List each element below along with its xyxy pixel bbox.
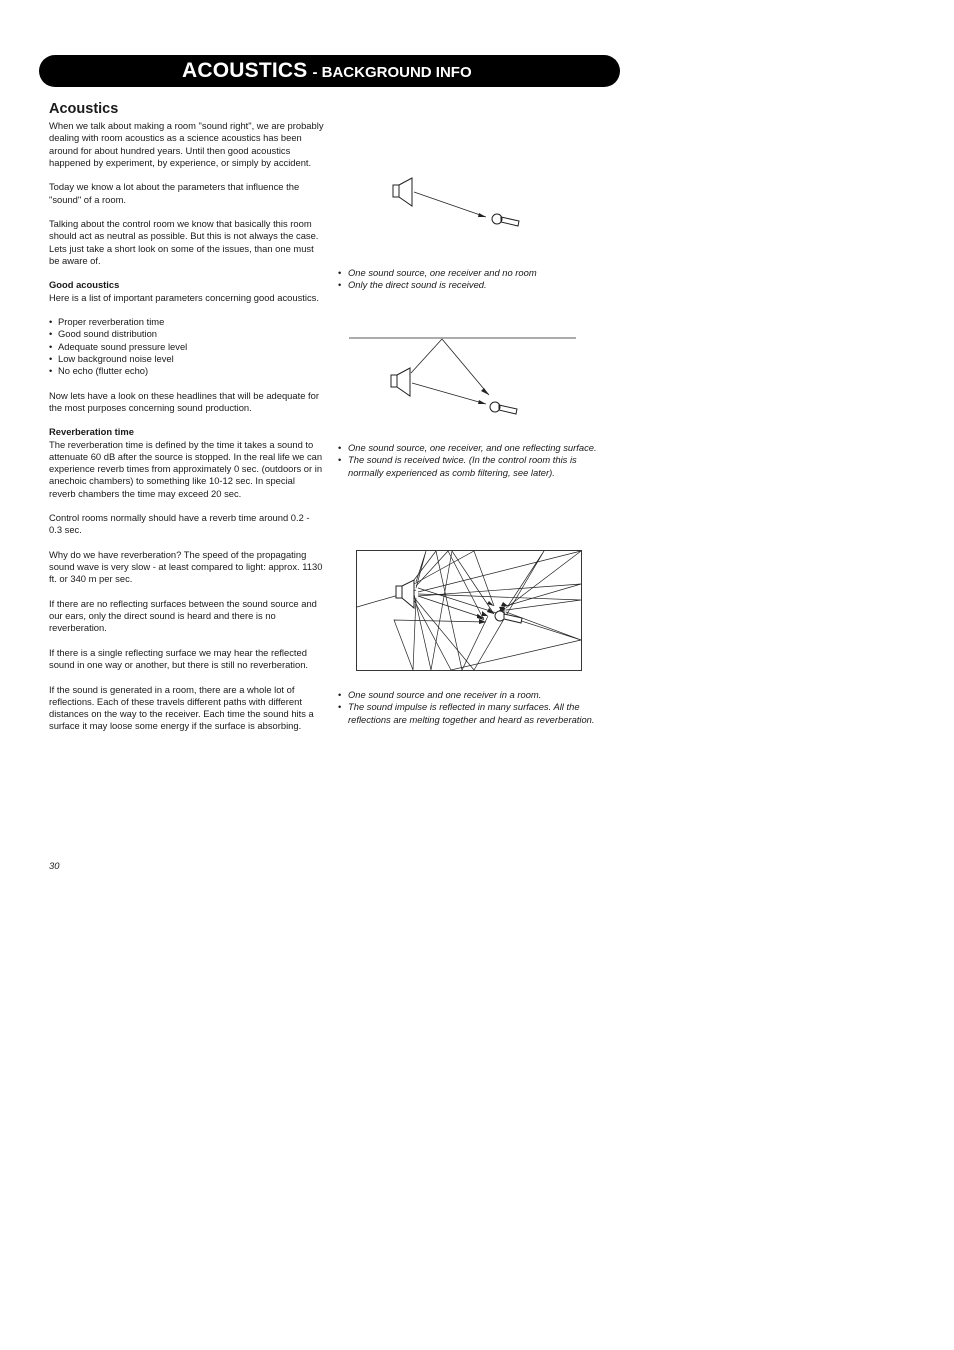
good-acoustics-outro: Now lets have a look on these headlines that will be adequate for the most purposes concerning sound production. xyxy=(49,389,319,413)
article-column xyxy=(49,100,324,745)
good-acoustics-list xyxy=(49,316,324,377)
direct-sound-ray xyxy=(412,383,486,404)
reverberation-paragraph-5: If there is a single reflecting surface we may hear the reflected sound in one way or another, but there is still no reverberation. xyxy=(49,646,309,670)
reverberation-paragraph-6: If the sound is generated in a room, there are a whole lot of reflections. Each of these travels different paths with different distances on the way to the receiver. Each time the sound hits a surface it may loose some energy if the surface is absorbing. xyxy=(49,683,314,732)
list-item: • Adequate sound pressure level xyxy=(49,341,324,353)
figure-direct-sound xyxy=(380,170,530,235)
intro-paragraph-2: Today we know a lot about the parameters that influence the "sound" of a room. xyxy=(49,181,300,205)
section-header xyxy=(39,55,620,87)
microphone-icon xyxy=(492,214,519,226)
reflected-ray-out xyxy=(442,339,489,395)
page-number: 30 xyxy=(49,860,60,871)
figure-room-reverberation xyxy=(356,550,582,671)
figure-direct-sound-caption xyxy=(338,267,608,292)
speaker-icon xyxy=(396,580,414,608)
caption-item: • The sound impulse is reflected in many surfaces. All the reflections are melting together and heard as reverberation. xyxy=(338,701,608,726)
speaker-icon xyxy=(393,178,412,206)
microphone-icon xyxy=(490,402,517,414)
section-subtitle: - BACKGROUND INFO xyxy=(312,64,472,81)
room-outline xyxy=(357,551,582,671)
reflected-ray-in xyxy=(411,339,442,373)
list-item: • No echo (flutter echo) xyxy=(49,365,324,377)
reverberation-paragraph-2: Control rooms normally should have a reverb time around 0.2 - 0.3 sec. xyxy=(49,512,310,536)
speaker-icon xyxy=(391,368,410,396)
intro-paragraph-1: When we talk about making a room "sound right", we are probably dealing with room acoustics as a science acoustics has been around for about hundred years. Until then good acoustics happened by experiment, by experience, or simply by accident. xyxy=(49,120,324,168)
caption-item: • One sound source and one receiver in a room. xyxy=(338,689,608,701)
list-item: • Proper reverberation time xyxy=(49,316,324,328)
list-item: • Low background noise level xyxy=(49,353,324,365)
caption-item: • One sound source, one receiver and no room xyxy=(338,267,608,279)
caption-item: • Only the direct sound is received. xyxy=(338,279,608,291)
reverberation-paragraph-1: The reverberation time is defined by the time it takes a sound to attenuate 60 dB after the source is stopped. In the real life we can experience reverb times from approximately 0 sec. (outdoors or in anechoic chambers) to something like 10-12 sec. In special reverb chambers the time may exceed 20 sec. xyxy=(49,438,323,499)
caption-item: • One sound source, one receiver, and one reflecting surface. xyxy=(338,442,608,454)
figure-single-reflection-caption xyxy=(338,442,608,479)
article-heading: Acoustics xyxy=(49,101,119,117)
reverberation-paragraph-4: If there are no reflecting surfaces between the sound source and our ears, only the direct sound is heard and there is no reverberation. xyxy=(49,597,317,634)
caption-item: • The sound is received twice. (In the control room this is normally experienced as comb filtering, see later). xyxy=(338,454,608,479)
good-acoustics-heading: Good acoustics xyxy=(49,279,120,291)
reverberation-heading: Reverberation time xyxy=(49,426,134,438)
intro-paragraph-3: Talking about the control room we know that basically this room should act as neutral as possible. But this is not always the case. Lets just take a short look on some of the issues, than one must be aware of. xyxy=(49,218,319,266)
section-title: ACOUSTICS xyxy=(182,59,308,82)
figure-room-reverberation-caption xyxy=(338,689,608,726)
good-acoustics-intro: Here is a list of important parameters concerning good acoustics. xyxy=(49,291,319,303)
reverberation-paragraph-3: Why do we have reverberation? The speed of the propagating sound wave is very slow - at least compared to light: approx. 1130 ft. or 340 m per sec. xyxy=(49,548,323,585)
figure-single-reflection xyxy=(345,333,580,423)
reflection-rays xyxy=(357,551,581,670)
direct-sound-ray xyxy=(414,192,486,217)
list-item: • Good sound distribution xyxy=(49,328,324,340)
